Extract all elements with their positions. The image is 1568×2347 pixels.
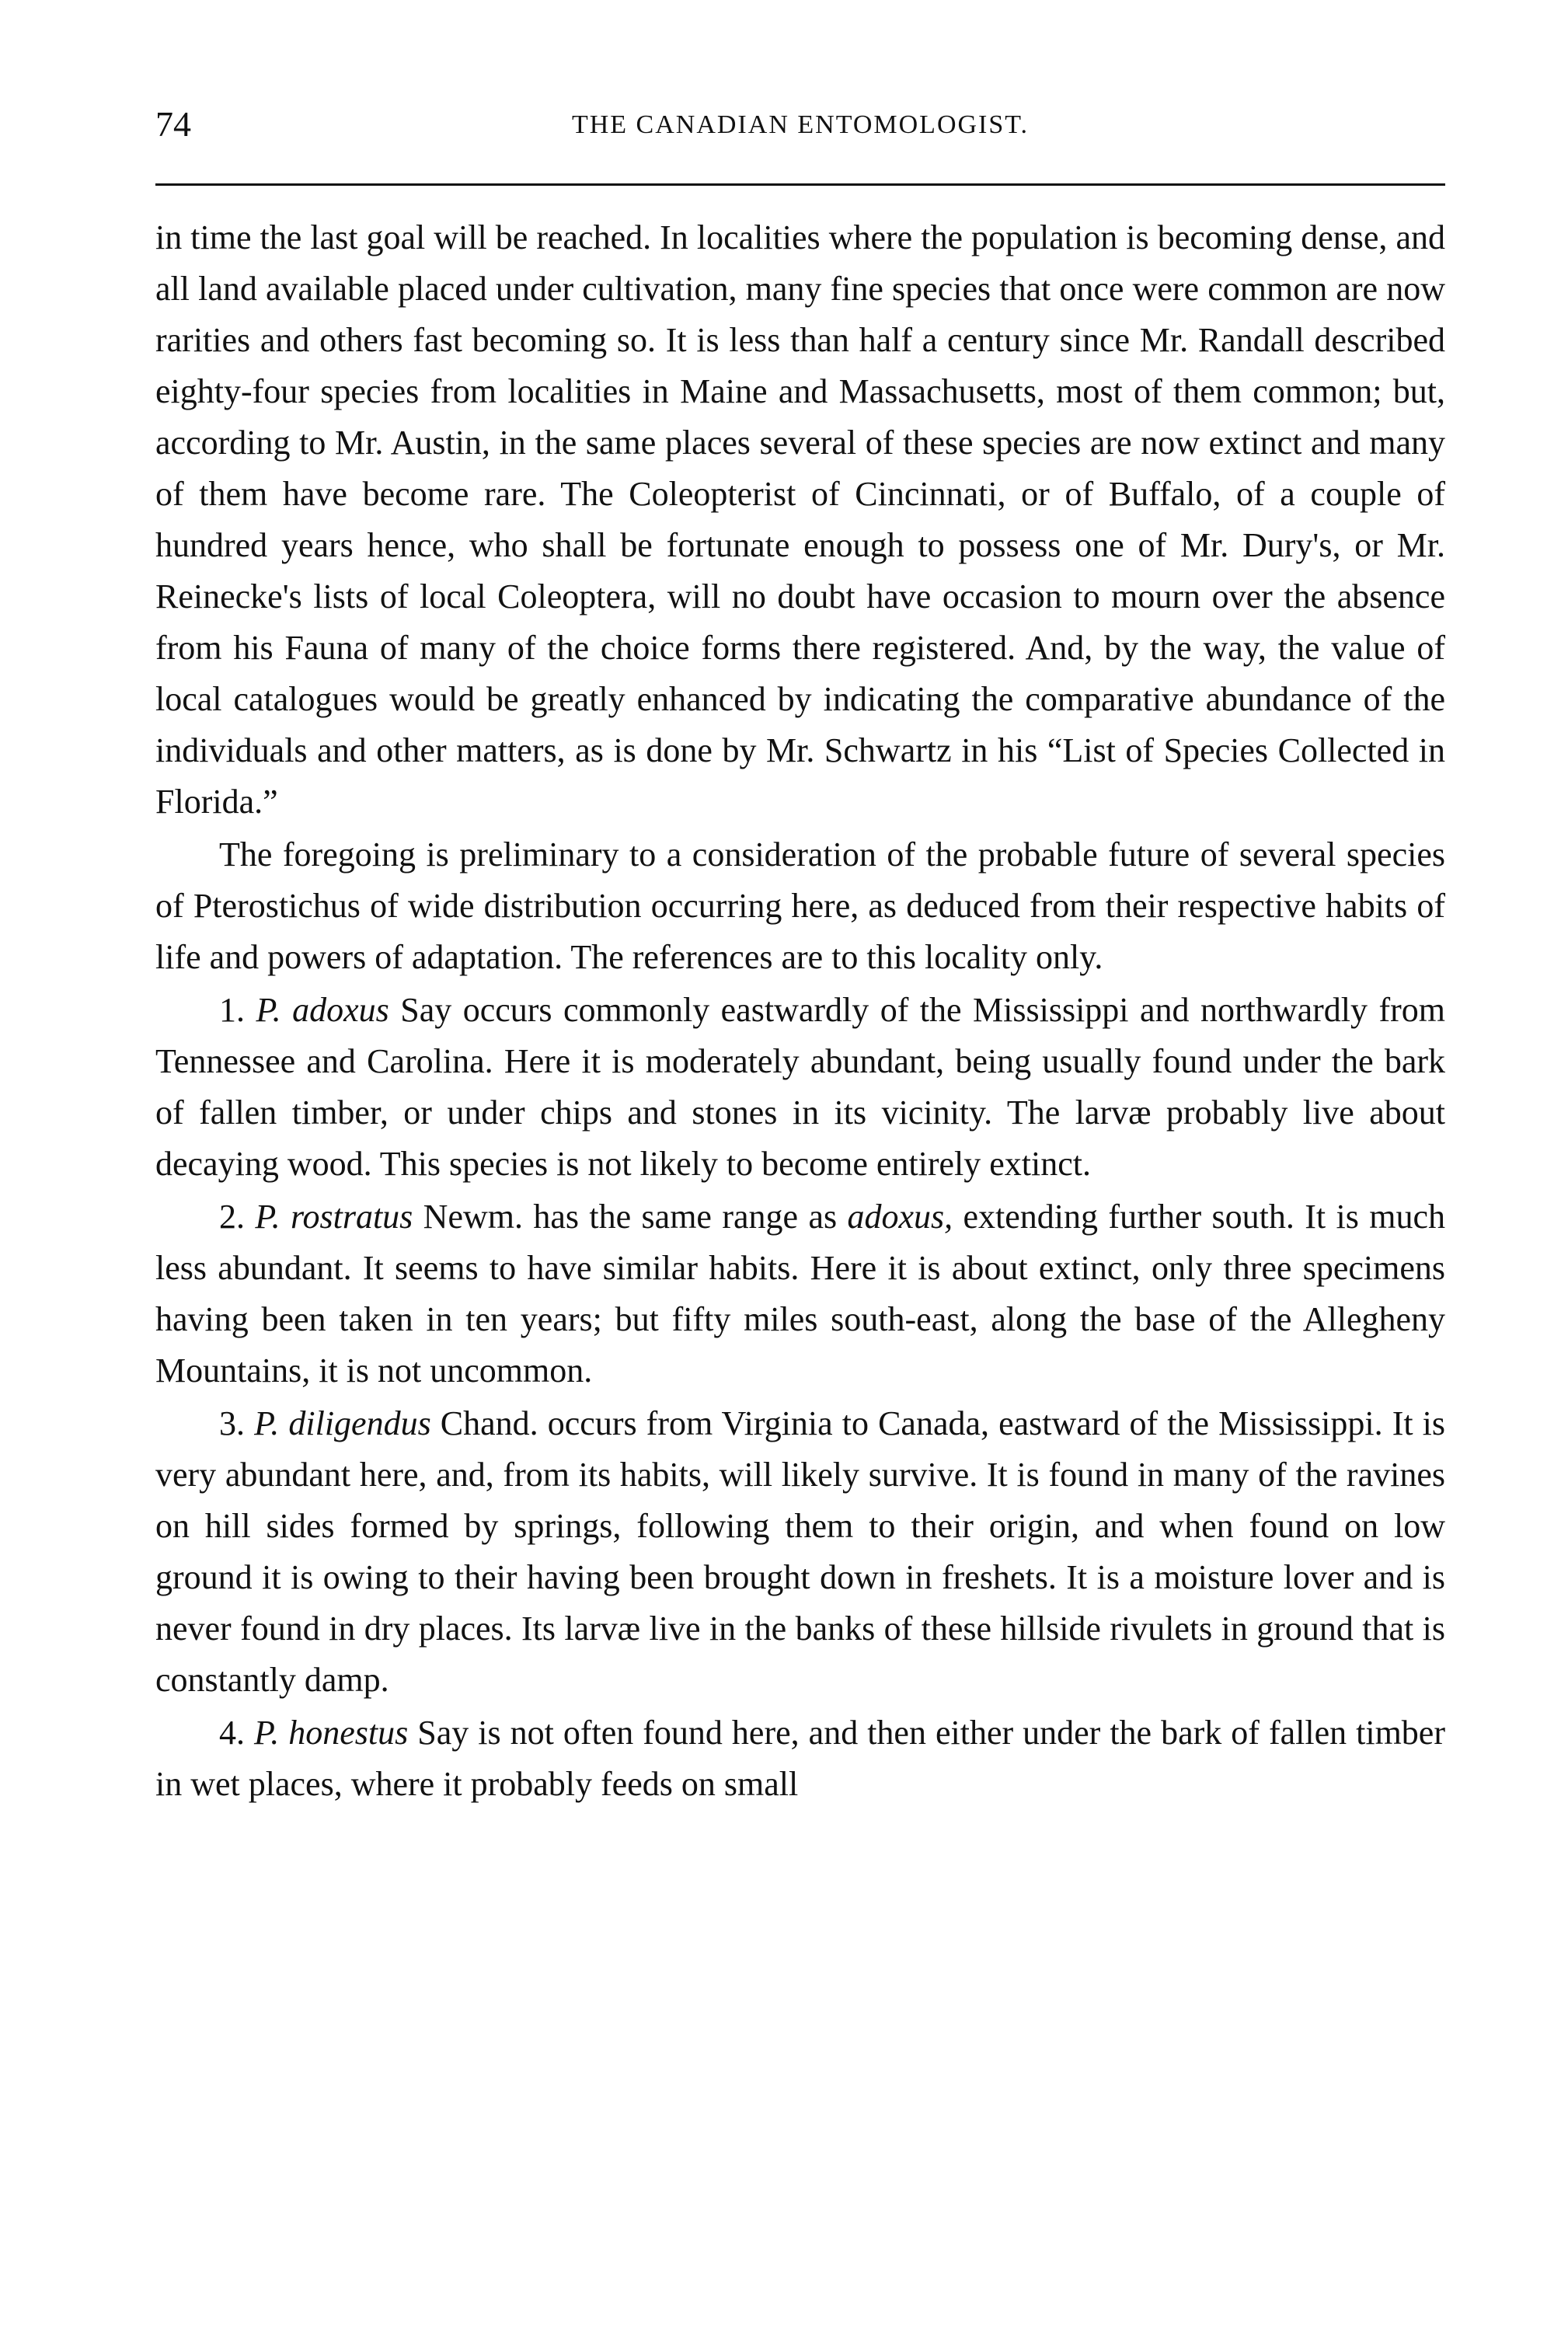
species-entry-3: [155, 1398, 1445, 1706]
paragraph-continuation: [155, 212, 1445, 828]
species-entry-2: [155, 1191, 1445, 1397]
page-header: [155, 101, 1445, 155]
species-reference: adoxus,: [847, 1198, 953, 1236]
species-name: P. rostratus: [255, 1198, 413, 1236]
entry-text: Newm. has the same range as: [413, 1198, 848, 1236]
paragraph-preliminary: [155, 829, 1445, 983]
entry-text: Chand. occurs from Virginia to Canada, eastward of the Mississippi. It is very abundant here, and, from its habits, will likely survive. It is found in many of the ravines on hill sides formed by springs, following them to their origin, and when found on low ground it is owing to their having been brought down in freshets. It is a moisture lover and is never found in dry places. Its larvæ live in the banks of these hillside rivulets in ground that is constantly damp.: [155, 1404, 1446, 1699]
entry-number: 3.: [219, 1404, 245, 1442]
running-head: THE CANADIAN ENTOMOLOGIST.: [571, 110, 1030, 139]
species-entry-1: [155, 985, 1445, 1190]
species-entry-4: [155, 1707, 1445, 1810]
page-number: 74: [155, 104, 191, 144]
entry-number: 4.: [219, 1714, 245, 1752]
page: [155, 101, 1445, 1810]
species-name: P. diligendus: [254, 1404, 431, 1442]
entry-text: extending further south. It is much less abundant. It seems to have similar habits. Here it is about extinct, only three specimens having been taken in ten years; but fifty miles south-east, along the base of the Allegheny Mountains, it is not uncommon.: [155, 1198, 1446, 1390]
entry-number: 2.: [219, 1198, 245, 1236]
entry-text: Say occurs commonly eastwardly of the Mississippi and northwardly from Tennessee and Carolina. Here it is moderately abundant, being usually found under the bark of fallen timber, or under chips and stones in its vicinity. The larvæ probably live about decaying wood. This species is not likely to become entirely extinct.: [155, 991, 1446, 1183]
header-rule: [155, 183, 1445, 186]
entry-text: Say is not often found here, and then either under the bark of fallen timber in wet places, where it probably feeds on small: [155, 1714, 1445, 1803]
paragraph-text: in time the last goal will be reached. In localities where the population is becoming dense, and all land available placed under cultivation, many fine species that once were common are now rarities and others fast becoming so. It is less than half a century since Mr. Randall described eighty-four species from localities in Maine and Massachusetts, most of them common; but, according to Mr. Austin, in the same places several of these species are now extinct and many of them have become rare. The Coleopterist of Cincinnati, or of Buffalo, of a couple of hundred years hence, who shall be fortunate enough to possess one of Mr. Dury's, or Mr. Reinecke's lists of local Coleoptera, will no doubt have occasion to mourn over the absence from his Fauna of many of the choice forms there registered. And, by the way, the value of local catalogues would be greatly enhanced by indicating the comparative abundance of the individuals and other matters, as is done by Mr. Schwartz in his “List of Species Collected in Florida.”: [155, 218, 1445, 821]
species-name: P. adoxus: [256, 991, 389, 1029]
entry-number: 1.: [219, 991, 245, 1029]
body-text: [155, 212, 1445, 1810]
paragraph-text: The foregoing is preliminary to a consideration of the probable future of several species of Pterostichus of wide distribution occurring here, as deduced from their respective habits of life and powers of adaptation. The references are to this locality only.: [155, 835, 1445, 976]
species-name: P. honestus: [254, 1714, 409, 1752]
